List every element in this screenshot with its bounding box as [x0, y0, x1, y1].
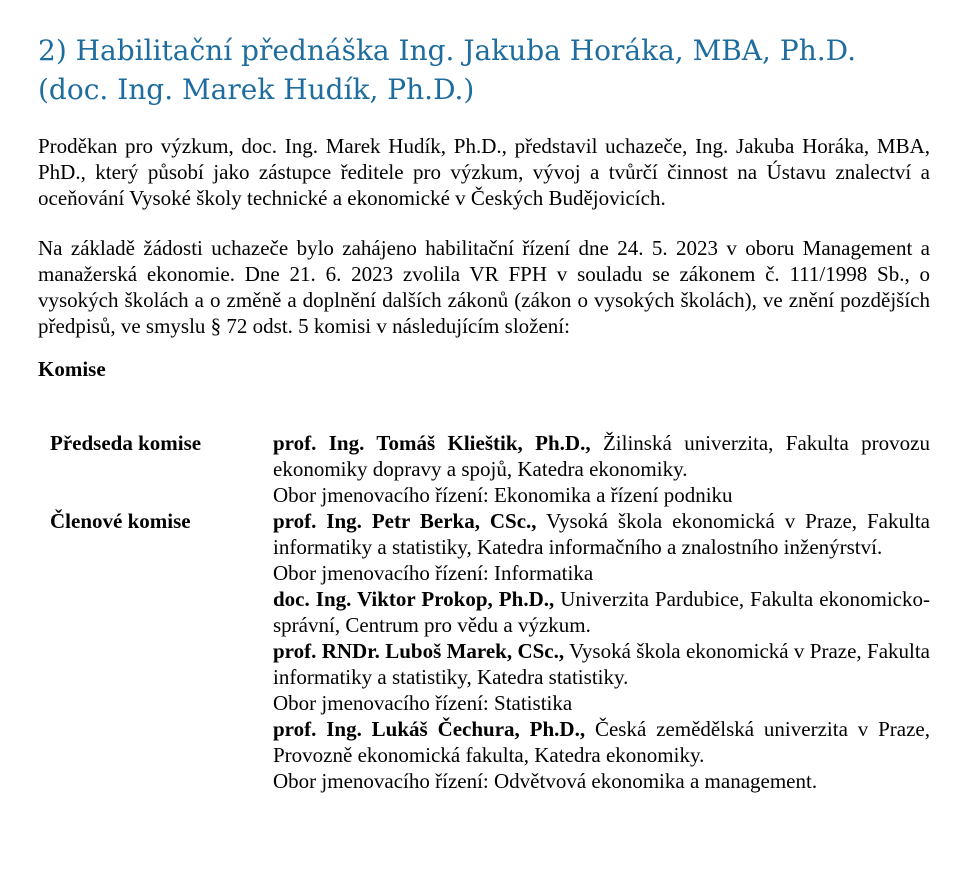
- page-title-line2: (doc. Ing. Marek Hudík, Ph.D.): [38, 73, 475, 106]
- committee-role-label: Předseda komise: [50, 431, 202, 455]
- committee-members-cell: [273, 508, 930, 794]
- paragraph-introduction: Proděkan pro výzkum, doc. Ing. Marek Hudík, Ph.D., představil uchazeče, Ing. Jakuba Horáka, MBA, PhD., který působí jako zástupce ředitele pro výzkum, vývoj a tvůrčí činnost na Ústavu znalectví a oceňování Vysoké školy technické a ekonomické v Českých Budějovicích.: [38, 134, 930, 210]
- member-entry: [273, 716, 930, 768]
- member-name: prof. RNDr. Luboš Marek, CSc.,: [273, 639, 565, 663]
- member-field: Obor jmenovacího řízení: Informatika: [273, 561, 594, 585]
- member-affiliation: Žilinská univerzita, Fakulta provozu ekonomiky dopravy a spojů, Katedra ekonomiky.: [273, 431, 930, 481]
- committee-role-label: Členové komise: [50, 509, 191, 533]
- member-field: Obor jmenovacího řízení: Statistika: [273, 691, 573, 715]
- committee-heading: Komise: [38, 357, 106, 381]
- committee-members-cell: [273, 430, 930, 508]
- page-title-line1: 2) Habilitační přednáška Ing. Jakuba Horáka, MBA, Ph.D.: [38, 34, 856, 67]
- page-title: [38, 31, 930, 109]
- member-field: Obor jmenovacího řízení: Odvětvová ekonomika a management.: [273, 769, 818, 793]
- member-entry: [273, 638, 930, 690]
- member-name: prof. Ing. Petr Berka, CSc.,: [273, 509, 537, 533]
- member-affiliation: Česká zemědělská univerzita v Praze, Provozně ekonomická fakulta, Katedra ekonomiky.: [273, 717, 930, 767]
- committee-member: [273, 430, 930, 508]
- paragraph-procedure: Na základě žádosti uchazeče bylo zahájeno habilitační řízení dne 24. 5. 2023 v oboru Management a manažerská ekonomie. Dne 21. 6. 2023 zvolila VR FPH v souladu se zákonem č. 111/1998 Sb., o vysokých školách a o změně a doplnění dalších zákonů (zákon o vysokých školách), ve znění pozdějších předpisů, ve smyslu § 72 odst. 5 komisi v následujícím složení:: [38, 236, 930, 338]
- member-affiliation: Vysoká škola ekonomická v Praze, Fakulta informatiky a statistiky, Katedra statistiky.: [273, 639, 931, 689]
- member-name: prof. Ing. Lukáš Čechura, Ph.D.,: [273, 717, 586, 741]
- member-field: Obor jmenovacího řízení: Ekonomika a řízení podniku: [273, 483, 733, 507]
- member-name: doc. Ing. Viktor Prokop, Ph.D.,: [273, 587, 555, 611]
- member-entry: [273, 430, 930, 482]
- committee-member: [273, 638, 930, 716]
- member-affiliation: Vysoká škola ekonomická v Praze, Fakulta informatiky a statistiky, Katedra informačního a znalostního inženýrství.: [273, 509, 930, 559]
- committee-member: [273, 586, 930, 638]
- member-entry: [273, 508, 930, 560]
- member-affiliation: Univerzita Pardubice, Fakulta ekonomicko-správní, Centrum pro vědu a výzkum.: [273, 587, 930, 637]
- member-entry: [273, 586, 930, 638]
- member-name: prof. Ing. Tomáš Klieštik, Ph.D.,: [273, 431, 591, 455]
- committee-table: [38, 430, 930, 794]
- committee-member: [273, 508, 930, 586]
- committee-member: [273, 716, 930, 794]
